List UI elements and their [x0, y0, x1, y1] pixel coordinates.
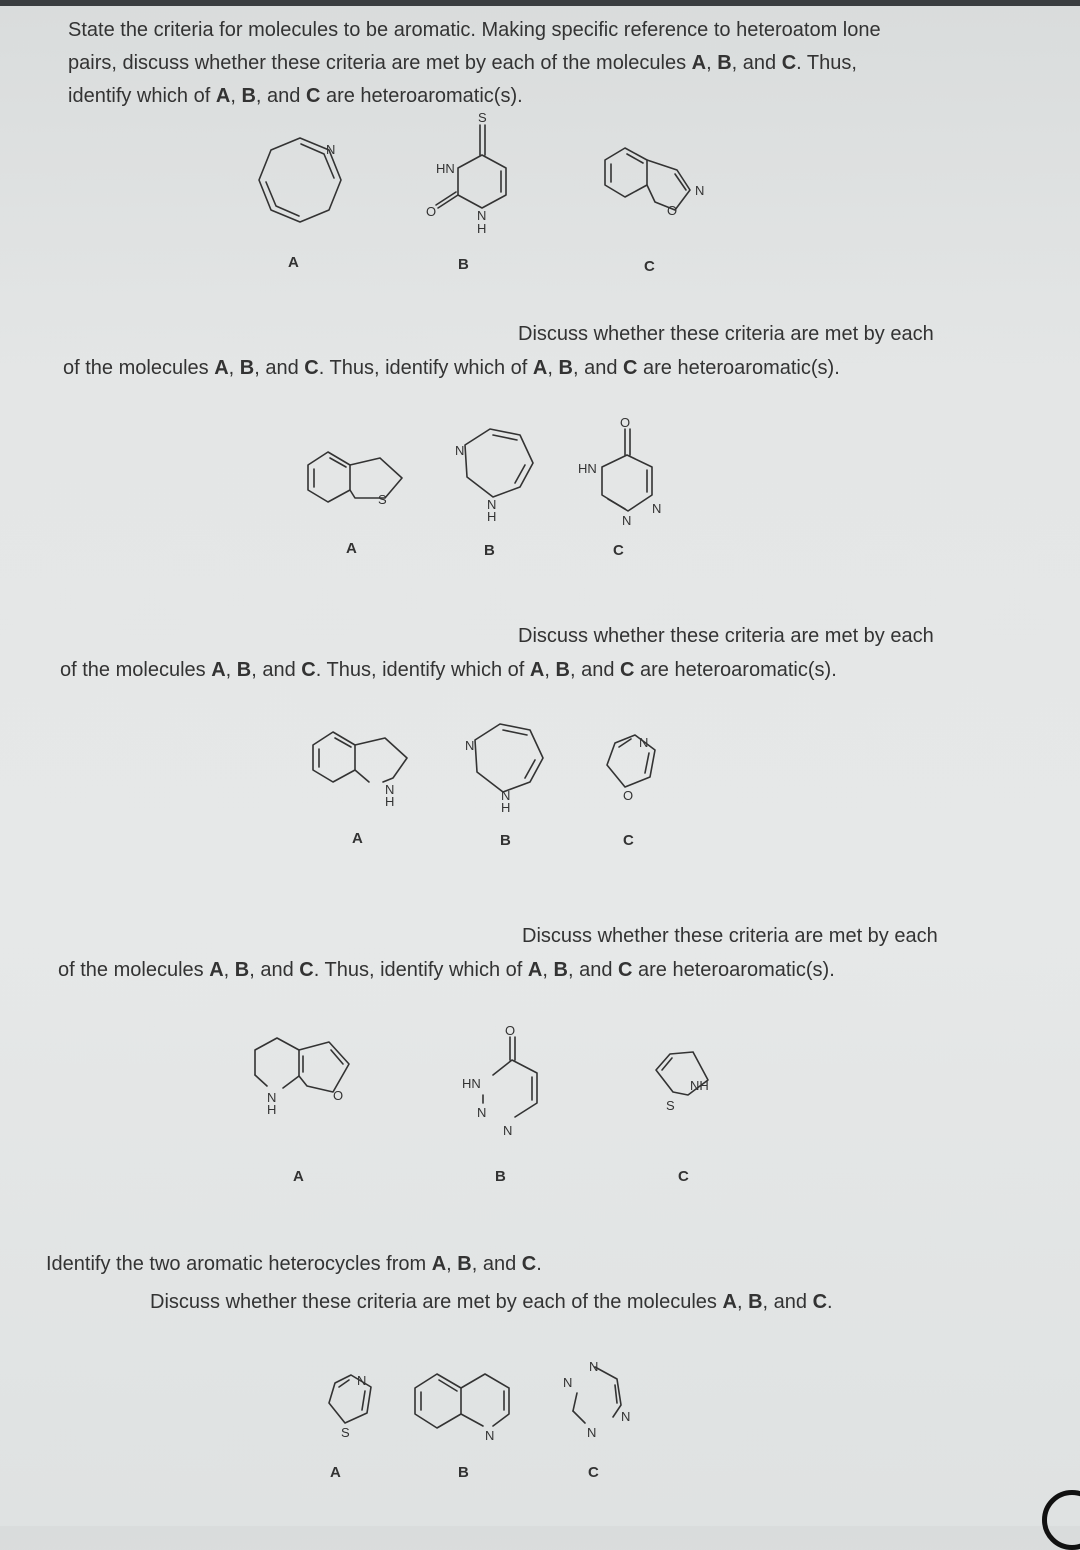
- atom-n: N: [267, 1090, 277, 1105]
- q3-and2: , and: [569, 659, 620, 681]
- q2-line-2: of the molecules A, B, and C. Thus, identify which of A, B, and C are heteroaromatic(s).: [63, 357, 840, 379]
- q5-B: B: [457, 1253, 472, 1275]
- atom-n: N: [465, 738, 475, 753]
- q1-label-b: B: [458, 256, 469, 273]
- atom-n: N: [477, 208, 487, 223]
- q3-line-2: of the molecules A, B, and C. Thus, identify which of A, B, and C are heteroaromatic(s).: [60, 659, 837, 681]
- q1-line-2: pairs, discuss whether these criteria are met by each of the molecules A, B, and C. Thus,: [68, 52, 857, 74]
- q3-label-b: B: [500, 832, 511, 849]
- q4-label-c: C: [678, 1168, 689, 1185]
- q5-B2: B: [748, 1291, 763, 1313]
- atom-h: H: [501, 800, 511, 815]
- q4-hetero: are heteroaromatic(s).: [632, 959, 835, 981]
- q4-C: C: [299, 959, 314, 981]
- atom-h: H: [487, 509, 497, 524]
- q1-A: A: [691, 52, 707, 74]
- atom-h: H: [477, 221, 487, 236]
- atom-o: O: [333, 1088, 344, 1103]
- q3-B: B: [236, 659, 252, 681]
- q5-C2: C: [812, 1291, 828, 1313]
- q1-label-c: C: [644, 258, 655, 275]
- q1-B: B: [717, 52, 732, 74]
- q3-molecule-c: [595, 725, 675, 805]
- q5-molecule-c: [555, 1355, 655, 1455]
- q2-hetero: are heteroaromatic(s).: [637, 357, 840, 379]
- q5-molecule-b: [405, 1360, 545, 1450]
- q3-A2: A: [529, 659, 545, 681]
- q2-discuss: Discuss whether these criteria are met by each: [518, 323, 934, 345]
- q2-and2: , and: [572, 357, 623, 379]
- q2-A: A: [214, 357, 229, 379]
- q5-C: C: [521, 1253, 537, 1275]
- atom-n: N: [639, 735, 649, 750]
- atom-s: S: [341, 1425, 350, 1440]
- atom-o: O: [623, 788, 634, 803]
- q5-discuss-text: Discuss whether these criteria are met by each of the molecules: [150, 1291, 723, 1313]
- atom-s: S: [666, 1098, 675, 1113]
- atom-hn: HN: [436, 161, 455, 176]
- q4-A: A: [209, 959, 224, 981]
- q5-A: A: [431, 1253, 447, 1275]
- atom-n: N: [621, 1409, 631, 1424]
- q5-A2: A: [722, 1291, 737, 1313]
- q2-B: B: [239, 357, 255, 379]
- q4-discuss: Discuss whether these criteria are met by each: [522, 925, 938, 947]
- q2-and: , and: [254, 357, 305, 379]
- q5-identify: Identify the two aromatic heterocycles from A, B, and C.: [46, 1253, 542, 1275]
- q3-molecule-a: [305, 720, 425, 820]
- q1-label-a: A: [288, 254, 299, 271]
- q4-of: of the molecules: [58, 959, 210, 981]
- q2-of: of the molecules: [63, 357, 215, 379]
- q1-B2: B: [241, 85, 256, 107]
- q4-A2: A: [527, 959, 543, 981]
- q3-identify: . Thus, identify which of: [315, 659, 530, 681]
- atom-n: N: [487, 497, 497, 512]
- q1-line-3-end: are heteroaromatic(s).: [320, 85, 523, 107]
- atom-hn: HN: [462, 1076, 481, 1091]
- atom-n: N: [477, 1105, 487, 1120]
- q5-and2: , and: [762, 1291, 813, 1313]
- q5-label-c: C: [588, 1464, 599, 1481]
- q1-and: , and: [731, 52, 782, 74]
- q1-A2: A: [215, 85, 231, 107]
- atom-n: N: [503, 1123, 513, 1138]
- q2-A2: A: [532, 357, 548, 379]
- atom-n: N: [622, 513, 632, 528]
- atom-n: N: [357, 1373, 367, 1388]
- q3-discuss: Discuss whether these criteria are met by each: [518, 625, 934, 647]
- atom-o: O: [620, 415, 631, 430]
- atom-n: N: [652, 501, 662, 516]
- atom-n: N: [455, 443, 465, 458]
- q2-molecule-b: [445, 415, 545, 525]
- q1-and2: , and: [255, 85, 306, 107]
- q1-line-1: State the criteria for molecules to be aromatic. Making specific reference to heteroatom lone: [68, 19, 881, 41]
- q2-C: C: [304, 357, 319, 379]
- atom-n: N: [587, 1425, 597, 1440]
- q3-C2: C: [620, 659, 635, 681]
- q4-C2: C: [618, 959, 633, 981]
- q2-C2: C: [623, 357, 638, 379]
- loading-spinner-icon: [1042, 1490, 1080, 1550]
- atom-n: N: [326, 142, 336, 157]
- atom-n: N: [385, 782, 395, 797]
- q4-molecule-a: [245, 1030, 375, 1130]
- q3-hetero: are heteroaromatic(s).: [634, 659, 837, 681]
- atom-h: H: [385, 794, 395, 809]
- q1-molecule-b: [410, 110, 520, 240]
- q3-molecule-b: [455, 710, 555, 820]
- q4-molecule-b: [455, 1015, 565, 1145]
- q5-and: , and: [471, 1253, 522, 1275]
- top-bar: [0, 0, 1080, 6]
- q1-thus: . Thus,: [796, 52, 857, 74]
- q2-label-b: B: [484, 542, 495, 559]
- q2-B2: B: [558, 357, 573, 379]
- atom-o: O: [505, 1023, 516, 1038]
- atom-n: N: [563, 1375, 573, 1390]
- atom-n: N: [695, 183, 705, 198]
- atom-h: H: [267, 1102, 277, 1117]
- q1-C: C: [781, 52, 797, 74]
- q4-and: , and: [249, 959, 300, 981]
- q3-and: , and: [251, 659, 302, 681]
- q4-B: B: [234, 959, 250, 981]
- q1-line-3-text: identify which of: [68, 85, 216, 107]
- q5-identify-text: Identify the two aromatic heterocycles from: [46, 1253, 432, 1275]
- atom-n: N: [589, 1359, 599, 1374]
- q4-molecule-c: [648, 1040, 738, 1120]
- q2-molecule-c: [570, 415, 680, 535]
- q3-C: C: [301, 659, 316, 681]
- atom-o: O: [426, 204, 437, 219]
- q5-label-b: B: [458, 1464, 469, 1481]
- atom-nh: NH: [690, 1078, 709, 1093]
- q1-molecule-a: [250, 130, 350, 230]
- q1-line-3: identify which of A, B, and C are heteroaromatic(s).: [68, 85, 523, 107]
- q5-label-a: A: [330, 1464, 341, 1481]
- q3-A: A: [211, 659, 226, 681]
- q2-identify: . Thus, identify which of: [318, 357, 533, 379]
- q3-label-c: C: [623, 832, 634, 849]
- q2-label-a: A: [346, 540, 357, 557]
- atom-hn: HN: [578, 461, 597, 476]
- q3-of: of the molecules: [60, 659, 212, 681]
- question-1-text: [68, 14, 881, 113]
- q2-molecule-a: [300, 440, 420, 520]
- q1-C2: C: [305, 85, 321, 107]
- atom-o: O: [667, 203, 678, 218]
- q3-B2: B: [555, 659, 570, 681]
- q4-line-2: of the molecules A, B, and C. Thus, identify which of A, B, and C are heteroaromatic(s).: [58, 959, 835, 981]
- q2-label-c: C: [613, 542, 624, 559]
- atom-s: S: [478, 110, 487, 125]
- q5-molecule-a: [315, 1365, 395, 1455]
- q3-label-a: A: [352, 830, 363, 847]
- atom-s: S: [378, 492, 387, 507]
- q5-discuss: Discuss whether these criteria are met by each of the molecules A, B, and C.: [150, 1291, 833, 1313]
- atom-n: N: [501, 788, 511, 803]
- q4-and2: , and: [567, 959, 618, 981]
- q1-line-2-text: pairs, discuss whether these criteria are met by each of the molecules: [68, 52, 692, 74]
- q4-label-b: B: [495, 1168, 506, 1185]
- q4-label-a: A: [293, 1168, 304, 1185]
- atom-n: N: [485, 1428, 495, 1443]
- q4-identify: . Thus, identify which of: [313, 959, 528, 981]
- q1-molecule-c: [595, 140, 725, 220]
- q4-B2: B: [553, 959, 568, 981]
